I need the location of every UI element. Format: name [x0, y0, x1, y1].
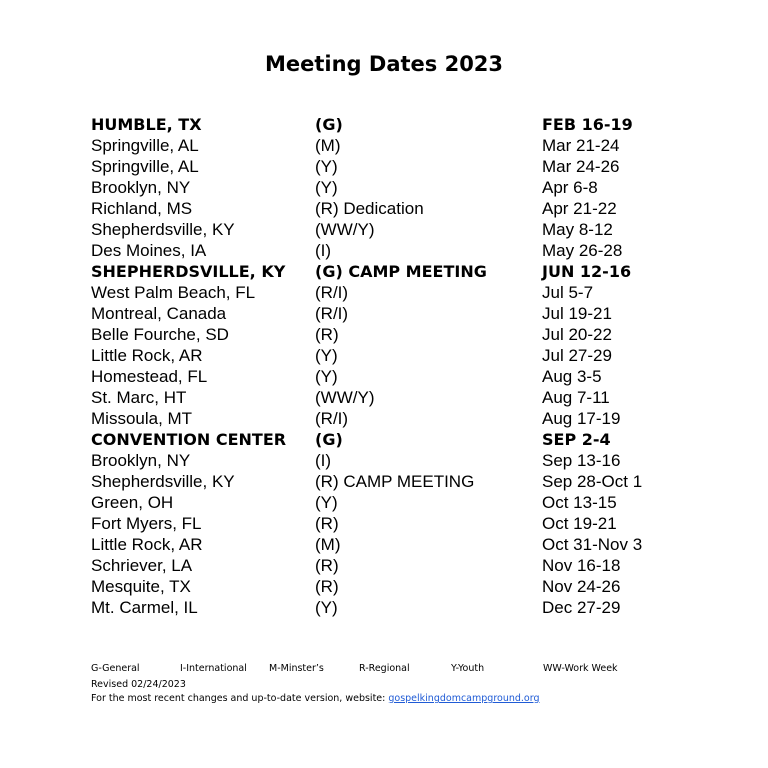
meeting-dates: Dec 27-29: [542, 598, 621, 617]
meeting-dates: Oct 19-21: [542, 514, 617, 533]
meeting-row: [91, 534, 711, 555]
meeting-dates: Nov 24-26: [542, 577, 621, 596]
meeting-row: [91, 177, 711, 198]
meeting-location: Mt. Carmel, IL: [91, 598, 198, 617]
legend-item: G-General: [91, 663, 140, 674]
meeting-dates: Mar 24-26: [542, 157, 620, 176]
meeting-location: SHEPHERDSVILLE, KY: [91, 262, 286, 281]
legend-item: WW-Work Week: [543, 663, 618, 674]
meeting-dates: Mar 21-24: [542, 136, 620, 155]
meeting-location: Schriever, LA: [91, 556, 193, 575]
meeting-type: (R): [315, 556, 339, 575]
legend-item: I-International: [180, 663, 247, 674]
meeting-dates: Apr 6-8: [542, 178, 598, 197]
meeting-location: HUMBLE, TX: [91, 115, 202, 134]
meeting-row: [91, 366, 711, 387]
meeting-row: [91, 429, 711, 450]
meeting-row: [91, 387, 711, 408]
meeting-row: [91, 408, 711, 429]
meeting-row: [91, 597, 711, 618]
meeting-dates: Aug 7-11: [542, 388, 610, 407]
meeting-type: (R) Dedication: [315, 199, 424, 218]
meeting-location: Little Rock, AR: [91, 535, 203, 554]
meeting-type: (R): [315, 577, 339, 596]
footer-text: For the most recent changes and up-to-date version, website:: [91, 693, 389, 704]
meeting-type: (Y): [315, 598, 338, 617]
meeting-location: CONVENTION CENTER: [91, 430, 287, 449]
meeting-location: Mesquite, TX: [91, 577, 191, 596]
page-title: Meeting Dates 2023: [264, 52, 504, 76]
meeting-location: Springville, AL: [91, 136, 199, 155]
meeting-location: St. Marc, HT: [91, 388, 187, 407]
meeting-type: (Y): [315, 493, 338, 512]
meeting-type: (R): [315, 514, 339, 533]
meeting-type: (R): [315, 325, 339, 344]
meeting-row: [91, 513, 711, 534]
meeting-type: (I): [315, 451, 332, 470]
meeting-dates: Aug 3-5: [542, 367, 602, 386]
meeting-dates: Jul 5-7: [542, 283, 594, 302]
meeting-row: [91, 261, 711, 282]
revised-date: Revised 02/24/2023: [91, 679, 186, 690]
meeting-type: (R) CAMP MEETING: [315, 472, 475, 491]
meeting-row: [91, 219, 711, 240]
meeting-location: Springville, AL: [91, 157, 199, 176]
meeting-row: [91, 114, 711, 135]
meeting-row: [91, 240, 711, 261]
meeting-type: (M): [315, 136, 341, 155]
legend-item: R-Regional: [359, 663, 410, 674]
meeting-row: [91, 471, 711, 492]
meeting-type: (Y): [315, 346, 338, 365]
meeting-dates: Sep 28-Oct 1: [542, 472, 643, 491]
meeting-type: (Y): [315, 157, 338, 176]
meeting-row: [91, 555, 711, 576]
meeting-row: [91, 450, 711, 471]
meeting-dates: Jul 20-22: [542, 325, 612, 344]
meeting-row: [91, 576, 711, 597]
meeting-location: Des Moines, IA: [91, 241, 207, 260]
meeting-type: (R/I): [315, 283, 349, 302]
meeting-dates: Aug 17-19: [542, 409, 621, 428]
meeting-type: (R/I): [315, 409, 349, 428]
meeting-row: [91, 345, 711, 366]
meeting-dates: JUN 12-16: [542, 262, 632, 281]
meeting-location: Shepherdsville, KY: [91, 472, 235, 491]
meeting-dates: Sep 13-16: [542, 451, 621, 470]
meeting-location: Belle Fourche, SD: [91, 325, 229, 344]
meeting-location: Missoula, MT: [91, 409, 193, 428]
meeting-type: (M): [315, 535, 341, 554]
meeting-row: [91, 492, 711, 513]
meeting-location: Green, OH: [91, 493, 174, 512]
meeting-type: (I): [315, 241, 332, 260]
meeting-location: Brooklyn, NY: [91, 451, 191, 470]
meeting-dates: SEP 2-4: [542, 430, 611, 449]
meeting-type: (R/I): [315, 304, 349, 323]
meeting-location: Shepherdsville, KY: [91, 220, 235, 239]
website-link[interactable]: gospelkingdomcampground.org: [388, 693, 540, 704]
meeting-schedule-table: [91, 114, 711, 618]
footer-note: [91, 693, 540, 704]
meeting-row: [91, 156, 711, 177]
meeting-type: (Y): [315, 367, 338, 386]
meeting-row: [91, 303, 711, 324]
meeting-type: (Y): [315, 178, 338, 197]
legend: [91, 663, 691, 677]
meeting-row: [91, 324, 711, 345]
meeting-location: Homestead, FL: [91, 367, 208, 386]
meeting-dates: May 8-12: [542, 220, 613, 239]
meeting-dates: Jul 19-21: [542, 304, 612, 323]
meeting-dates: Oct 13-15: [542, 493, 617, 512]
meeting-row: [91, 198, 711, 219]
meeting-type: (WW/Y): [315, 388, 375, 407]
meeting-type: (G): [315, 430, 343, 449]
meeting-location: West Palm Beach, FL: [91, 283, 256, 302]
meeting-dates: Nov 16-18: [542, 556, 621, 575]
meeting-dates: Jul 27-29: [542, 346, 612, 365]
legend-item: Y-Youth: [451, 663, 485, 674]
meeting-type: (WW/Y): [315, 220, 375, 239]
meeting-dates: FEB 16-19: [542, 115, 633, 134]
meeting-location: Little Rock, AR: [91, 346, 203, 365]
meeting-row: [91, 282, 711, 303]
meeting-type: (G) CAMP MEETING: [315, 262, 487, 281]
meeting-location: Fort Myers, FL: [91, 514, 202, 533]
legend-item: M-Minster’s: [269, 663, 324, 674]
meeting-dates: Apr 21-22: [542, 199, 617, 218]
meeting-dates: May 26-28: [542, 241, 623, 260]
meeting-location: Richland, MS: [91, 199, 193, 218]
meeting-location: Montreal, Canada: [91, 304, 227, 323]
meeting-dates: Oct 31-Nov 3: [542, 535, 643, 554]
meeting-row: [91, 135, 711, 156]
meeting-type: (G): [315, 115, 343, 134]
meeting-location: Brooklyn, NY: [91, 178, 191, 197]
